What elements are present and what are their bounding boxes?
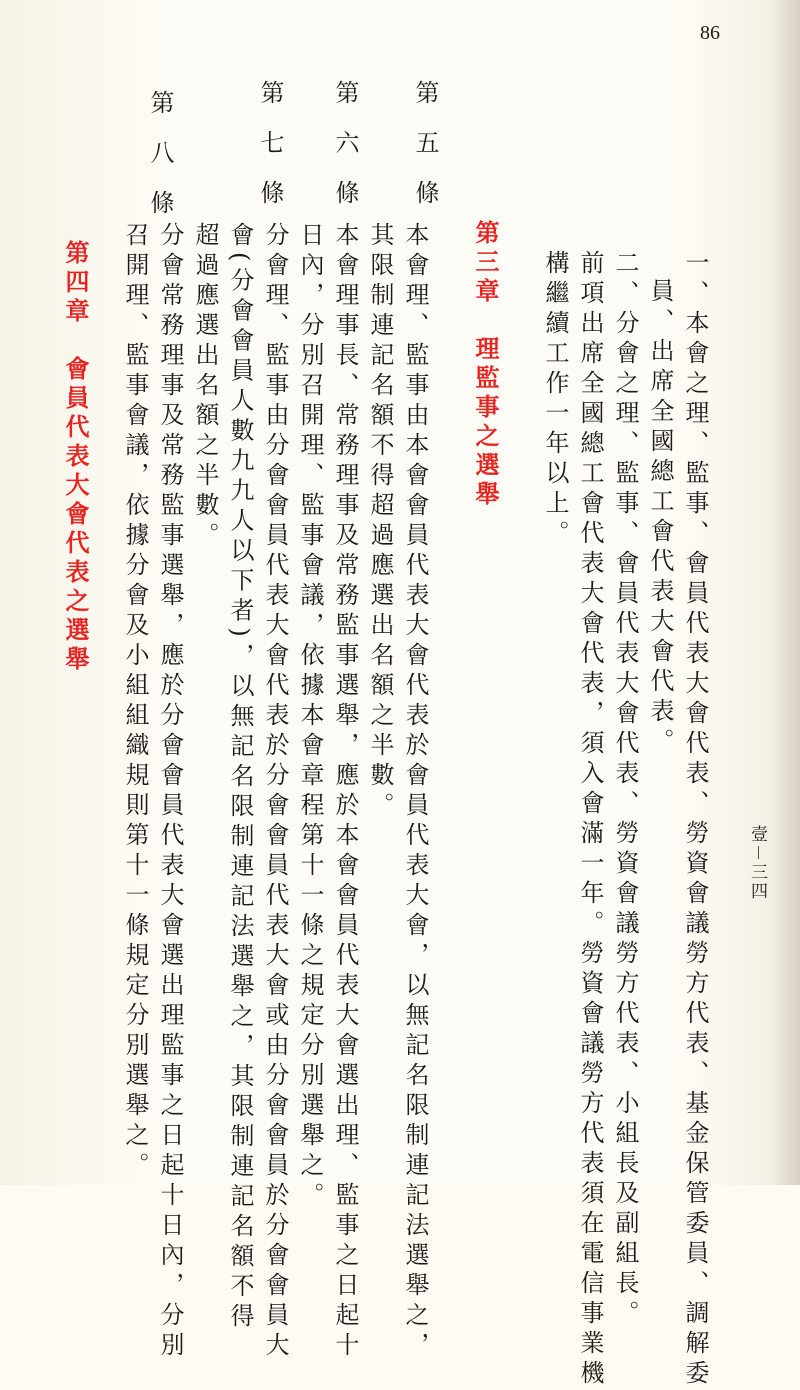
article-8-line-1: 分會常務理事及常務監事選舉，應於分會會員代表大會選出理監事之日起十日內，分別	[156, 222, 184, 1362]
article-6-label: 第六條	[331, 80, 359, 230]
section-code: 壹－三四	[747, 825, 767, 901]
article-5-label: 第五條	[411, 80, 439, 230]
article-6-line-2: 日內，分別召開理、監事會議，依據本會章程第十一條之規定分別選舉之。	[296, 222, 324, 1212]
chapter-4-heading: 第四章 會員代表大會代表之選舉	[61, 240, 90, 675]
article-5-line-1: 本會理、監事由本會會員代表大會代表於會員代表大會，以無記名限制連記法選舉之，	[401, 222, 429, 1362]
article-8-line-2: 召開理、監事會議，依據分會及小組組織規則第十一條規定分別選舉之。	[121, 222, 149, 1182]
article-5-line-2: 其限制連記名額不得超過應選出名額之半數。	[366, 222, 394, 822]
article-7-line-3: 超過應選出名額之半數。	[191, 222, 219, 552]
article-6-line-1: 本會理事長、常務理事及常務監事選舉，應於本會會員代表大會選出理、監事之日起十	[331, 222, 359, 1362]
article-7-label: 第七條	[256, 80, 284, 230]
page-number: 86	[700, 22, 720, 44]
text-column-1: 一、本會之理、監事、會員代表大會代表、勞資會議勞方代表、基金保管委員、調解委	[681, 250, 709, 1390]
chapter-3-heading: 第三章 理監事之選舉	[471, 220, 500, 510]
text-column-2: 員、出席全國總工會代表大會代表。	[646, 278, 674, 758]
text-column-4: 前項出席全國總工會代表大會代表，須入會滿一年。勞資會議勞方代表須在電信事業機	[576, 250, 604, 1390]
text-column-3: 二、分會之理、監事、會員代表大會代表、勞資會議勞方代表、小組長及副組長。	[611, 250, 639, 1330]
article-8-label: 第八條	[146, 90, 174, 240]
book-spine-shadow	[770, 0, 800, 1185]
article-7-line-2: 會(分會會員人數九九人以下者)，以無記名限制連記法選舉之，其限制連記名額不得	[226, 222, 254, 1333]
text-column-5: 構繼續工作一年以上。	[541, 250, 569, 550]
article-7-line-1: 分會理、監事由分會會員代表大會代表於分會會員代表大會或由分會會員於分會會員大	[261, 222, 289, 1362]
